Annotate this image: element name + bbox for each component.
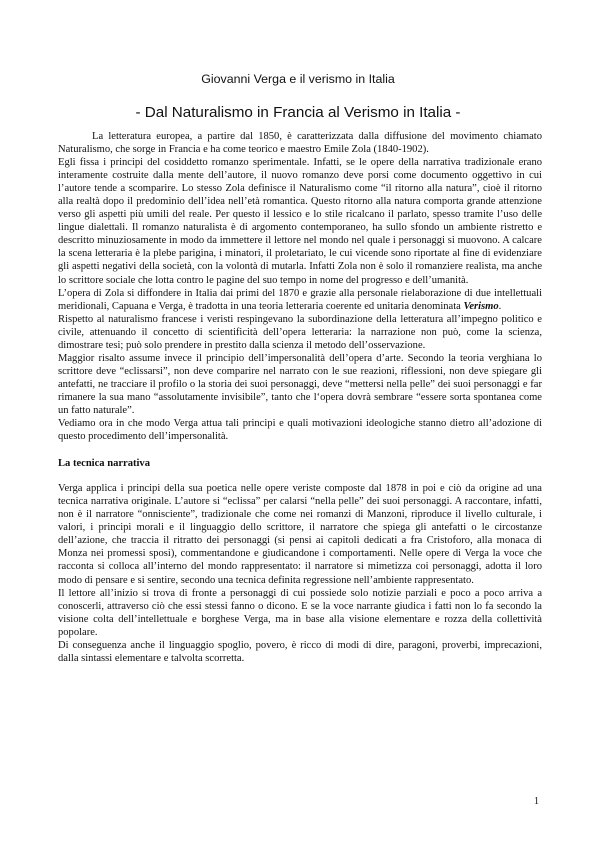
paragraph: Verga applica i principi della sua poetica nelle opere veriste composte dal 1878 in poi e ciò da origine ad una tecnica narrativa originale. L’autore si “eclissa” per calarsi “nella pelle” dei suoi personaggi. A raccontare, infatti, non è il narratore “onnisciente”, tradizionale che come nei romanzi di Manzoni, riproduce il livello culturale, i valori, i principi morali e il linguaggio dello scrittore, il narratore che spiega gli antefatti o le circostanze dell’azione, che traccia il ritratto dei personaggi (si pensi ai capitoli dedicati a fra Cristoforo, alla monaca di Monza nei promessi sposi), commentandone e giudicandone i comportamenti. Nelle opere di Verga la voce che racconta si colloca all’interno del mondo rappresentato: il narratore si mimetizza coi personaggi, adotta il loro modo di pensare e si sentire, secondo una tecnica definita regressione nell’ambiente rappresentato. bbox=[58, 483, 542, 586]
document-subtitle: - Dal Naturalismo in Francia al Verismo in Italia - bbox=[135, 104, 461, 121]
page-number: 1 bbox=[534, 796, 539, 807]
document-title: Giovanni Verga e il verismo in Italia bbox=[201, 72, 395, 86]
paragraph: Vediamo ora in che modo Verga attua tali principi e quali motivazioni ideologiche stanno dietro all’adozione di questo procedimento dell’impersonalità. bbox=[58, 418, 542, 443]
paragraph-end: . bbox=[498, 300, 502, 312]
paragraph-text: L’opera di Zola si diffondere in Italia dai primi del 1870 e grazie alla personale rielaborazione di due intellettuali meridionali, Capuana e Verga, è tradotta in una teoria letteraria coerente ed unitaria denominata bbox=[58, 287, 542, 312]
paragraph: Di conseguenza anche il linguaggio spoglio, povero, è ricco di modi di dire, paragoni, proverbi, imprecazioni, dalla sintassi elementare e talvolta scorretta. bbox=[58, 639, 542, 664]
paragraph: Egli fissa i principi del cosiddetto romanzo sperimentale. Infatti, se le opere della narrativa tradizionale erano interamente costruite dalla mente dell’autore, il nuovo romanzo deve porsi come documento oggettivo in cui l’autore tende a scomparire. Lo stesso Zola definisce il Naturalismo come “il ritorno alla natura”, cioè il ritorno alla realtà dopo il predominio dell’idea nell’età romantica. Questo ritorno alla natura comporta grande attenzione verso gli aspetti più umili del reale. Per questo il lessico e lo stile ricalcano il parlato, spesso tramite l’uso delle lingue dialettali. Il romanzo naturalista è di argomento contemporaneo, ha sullo sfondo un ambiente ristretto e descritto minuziosamente in modo da immettere il lettore nel mondo nel quale i personaggi si muovono. A calcare la scena letteraria è la plebe parigina, i minatori, il proletariato, le cui vicende sono riportate al fine di evidenziare gli aspetti negativi della società, con la volontà di mutarla. Infatti Zola non è solo il romanziere realista, ma anche lo scrittore sociale che lotta contro le pagine del suo tempo in nome del progresso e dell’umanità. bbox=[58, 157, 542, 286]
section-heading: La tecnica narrativa bbox=[58, 458, 150, 470]
paragraph: Il lettore all’inizio si trova di fronte a personaggi di cui possiede solo notizie parziali e poco a poco arriva a conoscerli, attraverso ciò che essi stessi fanno o dicono. E se la voce narrante giudica i fatti non lo fa secondo la visione colta dell’intellettuale e borghese Verga, ma in base alla visione elementare e rozza della collettività popolare. bbox=[58, 587, 542, 638]
paragraph: La letteratura europea, a partire dal 1850, è caratterizzata dalla diffusione del movimento chiamato Naturalismo, che sorge in Francia e ha come teorico e maestro Emile Zola (1840-1902). bbox=[58, 131, 542, 156]
verismo-term: Verismo bbox=[463, 300, 499, 312]
paragraph bbox=[58, 287, 542, 313]
document-body bbox=[58, 130, 542, 665]
paragraph: Maggior risalto assume invece il principio dell’impersonalità dell’opera d’arte. Secondo la teoria verghiana lo scrittore deve “eclissarsi”, non deve comparire nel narrato con le sue reazioni, riflessioni, non deve spiegare gli antefatti, ne tracciare il profilo o la storia dei suoi personaggi, deve “mettersi nella pelle” dei suoi personaggi e far rimanere la sua mano “assolutamente invisibile”, tanto che l‘opera dovrà sembrare “essere sorta spontanea come un fatto naturale”. bbox=[58, 352, 542, 416]
paragraph: Rispetto al naturalismo francese i veristi respingevano la subordinazione della letteratura all’impegno politico e civile, attenuando il concetto di scientificità dell’opera letteraria: la narrazione non può, come la scienza, dimostrare tesi; può solo prendere in prestito dalla scienza il metodo dell’osservazione. bbox=[58, 313, 542, 351]
